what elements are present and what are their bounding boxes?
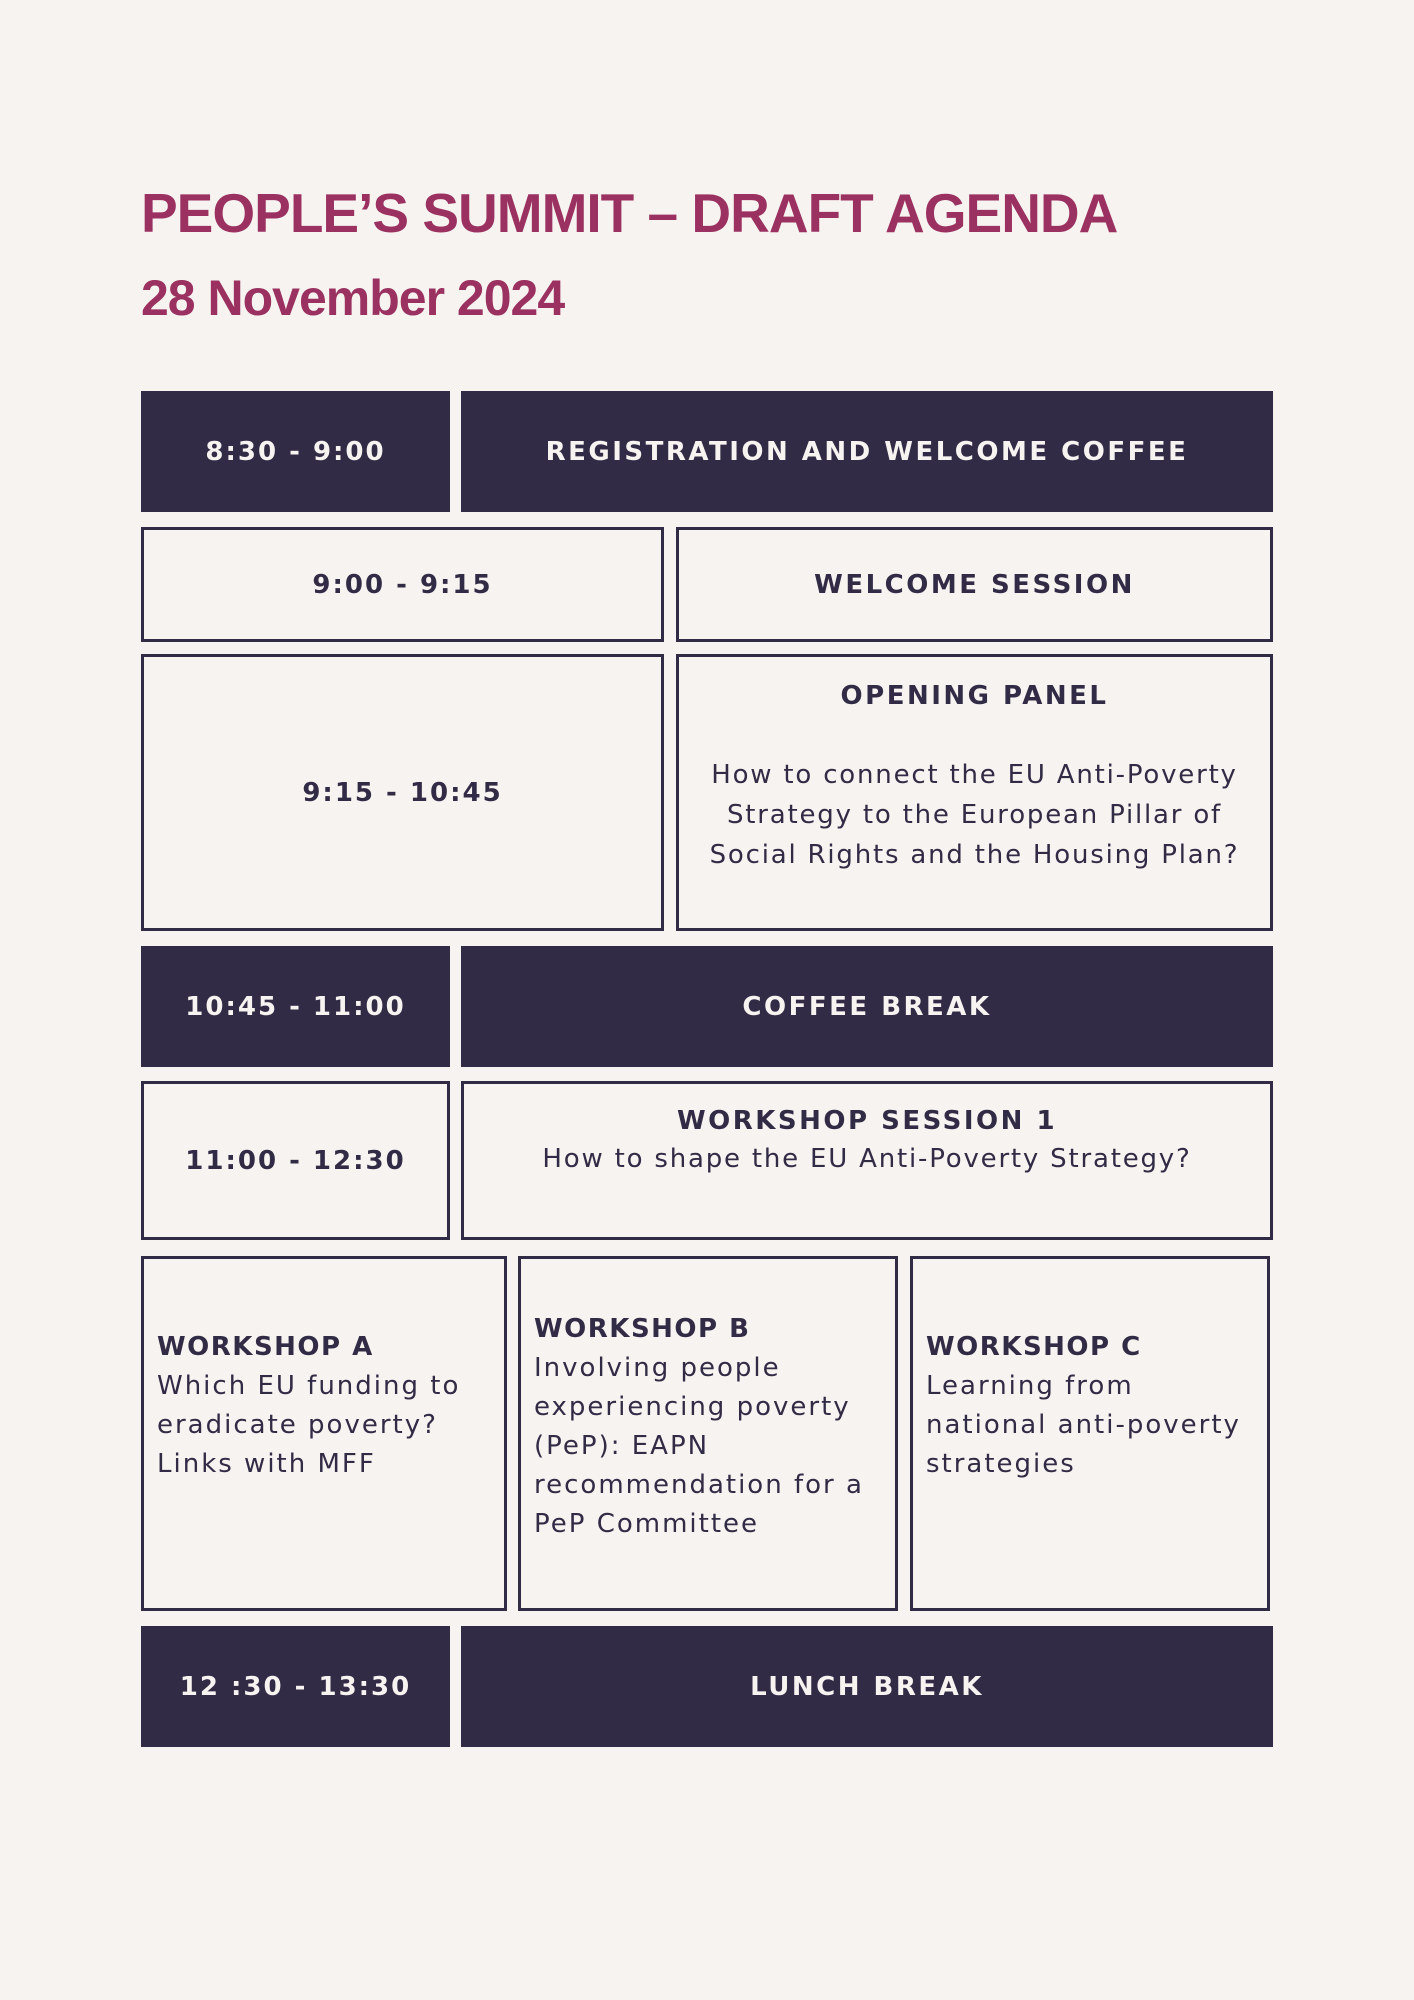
event-date: 28 November 2024 [141,270,565,326]
session-registration [461,391,1273,512]
session-label: LUNCH BREAK [750,1671,984,1702]
workshop-description: Learning from national anti-poverty strategies [926,1370,1241,1479]
time-slot-lunch-break [141,1626,450,1747]
time-slot-welcome [141,527,664,642]
time-label: 11:00 - 12:30 [185,1145,406,1176]
workshop-c [910,1256,1270,1611]
session-label: REGISTRATION AND WELCOME COFFEE [545,436,1189,467]
time-label: 9:00 - 9:15 [312,569,493,600]
time-label: 10:45 - 11:00 [185,991,406,1022]
session-lunch-break [461,1626,1273,1747]
session-label: WELCOME SESSION [814,569,1135,600]
workshop-title: WORKSHOP C [926,1331,1142,1362]
time-label: 8:30 - 9:00 [205,436,386,467]
session-label: COFFEE BREAK [742,991,992,1022]
session-label: WORKSHOP SESSION 1 [676,1106,1058,1136]
time-slot-opening-panel [141,654,664,931]
time-slot-workshop-session-1 [141,1081,450,1240]
workshop-b [518,1256,898,1611]
session-description: How to shape the EU Anti-Poverty Strategy? [542,1144,1192,1174]
session-welcome [676,527,1273,642]
workshop-title: WORKSHOP A [157,1331,374,1362]
time-slot-registration [141,391,450,512]
workshop-description: Which EU funding to eradicate poverty? Links with MFF [157,1370,461,1479]
workshop-title: WORKSHOP B [534,1313,751,1344]
workshop-a [141,1256,507,1611]
time-label: 9:15 - 10:45 [302,777,503,808]
session-description: How to connect the EU Anti-Poverty Strategy to the European Pillar of Social Rights and the Housing Plan? [709,760,1240,870]
session-opening-panel [676,654,1273,931]
session-coffee-break [461,946,1273,1067]
workshop-description: Involving people experiencing poverty (PeP): EAPN recommendation for a PeP Committee [534,1352,864,1539]
time-slot-coffee-break [141,946,450,1067]
page-title: PEOPLE’S SUMMIT – DRAFT AGENDA [141,182,1118,244]
time-label: 12 :30 - 13:30 [179,1671,412,1702]
session-label: OPENING PANEL [840,681,1109,711]
session-workshop-session-1 [461,1081,1273,1240]
